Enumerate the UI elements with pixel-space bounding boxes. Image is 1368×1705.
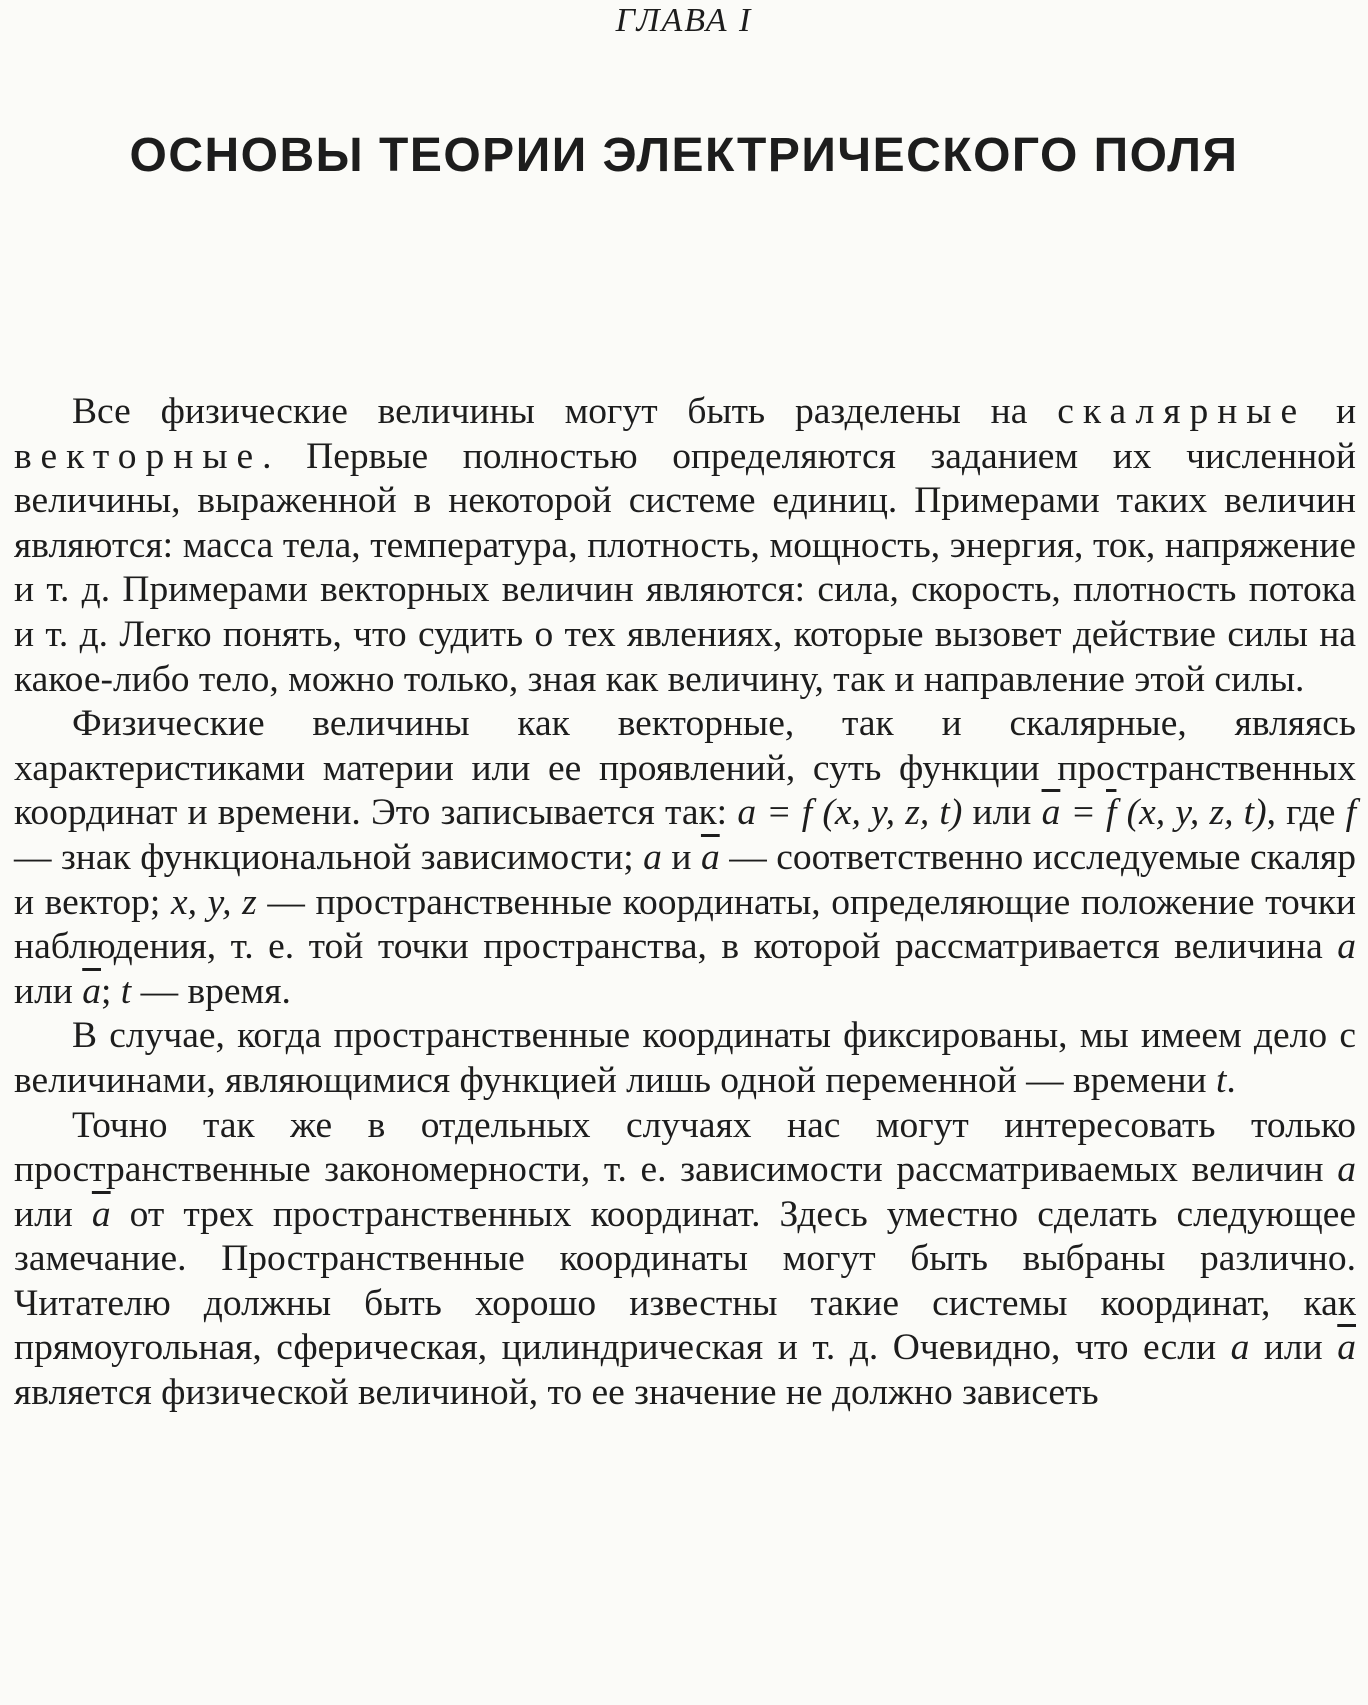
scalar-symbol: a [1337,1149,1356,1191]
formula-scalar: a = f (x, y, z, t) [737,792,963,834]
vector-function-symbol: $\overline{f}$ [1106,792,1117,834]
coordinates-symbols: x, y, z [170,881,257,923]
time-symbol: t [120,970,132,1012]
spaced-term-vector: векторные [14,435,263,477]
paragraph-2 [14,702,1356,1014]
paragraph-3 [14,1014,1356,1103]
time-symbol: t [1216,1059,1227,1101]
function-symbol: f [1345,792,1356,834]
text: . Первые полностью определяются заданием их численной величины, выраженной в некоторой системе единиц. Примерами таких величин являются: масса тела, температура, плотность, мощность, энергия, ток, напряжение и т. д. Примерами векторных величин являются: сила, скорость, плотность потока и т. д. Легко понять, что судить о тех явлениях, которые вызовет действие силы на какое-либо тело, можно только, зная как величину, так и направление этой силы. [14,435,1356,700]
scalar-symbol: a [1337,926,1356,968]
text: Все физические величины могут быть разделены на [72,391,1028,432]
text: — знак функциональной зависимости; [14,836,644,878]
vector-symbol: $\overline{a}$ [1337,1327,1356,1369]
text: — соответственно исследуемые скаляр и вектор; [14,836,1356,923]
text: ; [100,970,121,1012]
text: — время. [131,970,291,1012]
text: . [1226,1059,1236,1101]
text: или [14,970,83,1012]
text: и [1335,391,1357,432]
paragraph-4 [14,1104,1356,1416]
text: и [661,836,701,878]
scalar-symbol: a [643,836,662,878]
scalar-symbol: a [1230,1327,1250,1369]
vector-symbol: $\overline{a}$ [700,836,720,878]
body-text [14,390,1356,1416]
text: является физической величиной, то ее значение не должно зависеть [14,1372,1099,1414]
vector-symbol: $\overline{a}$ [91,1193,111,1235]
text: от трех пространственных координат. Здесь уместно сделать следующее замечание. Пространственные координаты могут быть выбраны различно. Читателю должны быть хорошо известны такие системы координат, как прямоугольная, сферическая, цилиндрическая и т. д. Очевидно, что если [14,1193,1356,1369]
formula-part: (x, y, z, t) [1116,792,1267,834]
text: Физические величины как векторные, так и скалярные, являясь характеристиками материи или ее проявлений, суть функции пространственных координат и времени. Это записывается так: [14,703,1356,834]
formula-part: = [1060,792,1107,834]
text: — пространственные координаты, определяющие положение точки наблюдения, т. е. той точки пространства, в которой рассматривается величина [14,881,1356,968]
text: , где [1266,792,1346,834]
text: В случае, когда пространственные координаты фиксированы, мы имеем дело с величинами, являющимися функцией лишь одной переменной — времени [14,1015,1356,1101]
text: Точно так же в отдельных случаях нас могут интересовать только пространственные закономерности, т. е. зависимости рассматриваемых величин [14,1104,1356,1191]
vector-symbol: $\overline{a}$ [82,970,101,1012]
text: или [962,792,1042,834]
chapter-heading: ГЛАВА I [615,2,753,39]
chapter-title: ОСНОВЫ ТЕОРИИ ЭЛЕКТРИЧЕСКОГО ПОЛЯ [129,129,1239,182]
text: или [14,1193,92,1235]
vector-symbol: $\overline{a}$ [1041,792,1061,834]
spaced-term-scalar: скалярные [1057,391,1307,432]
paragraph-1 [14,390,1356,702]
text: или [1249,1327,1338,1369]
